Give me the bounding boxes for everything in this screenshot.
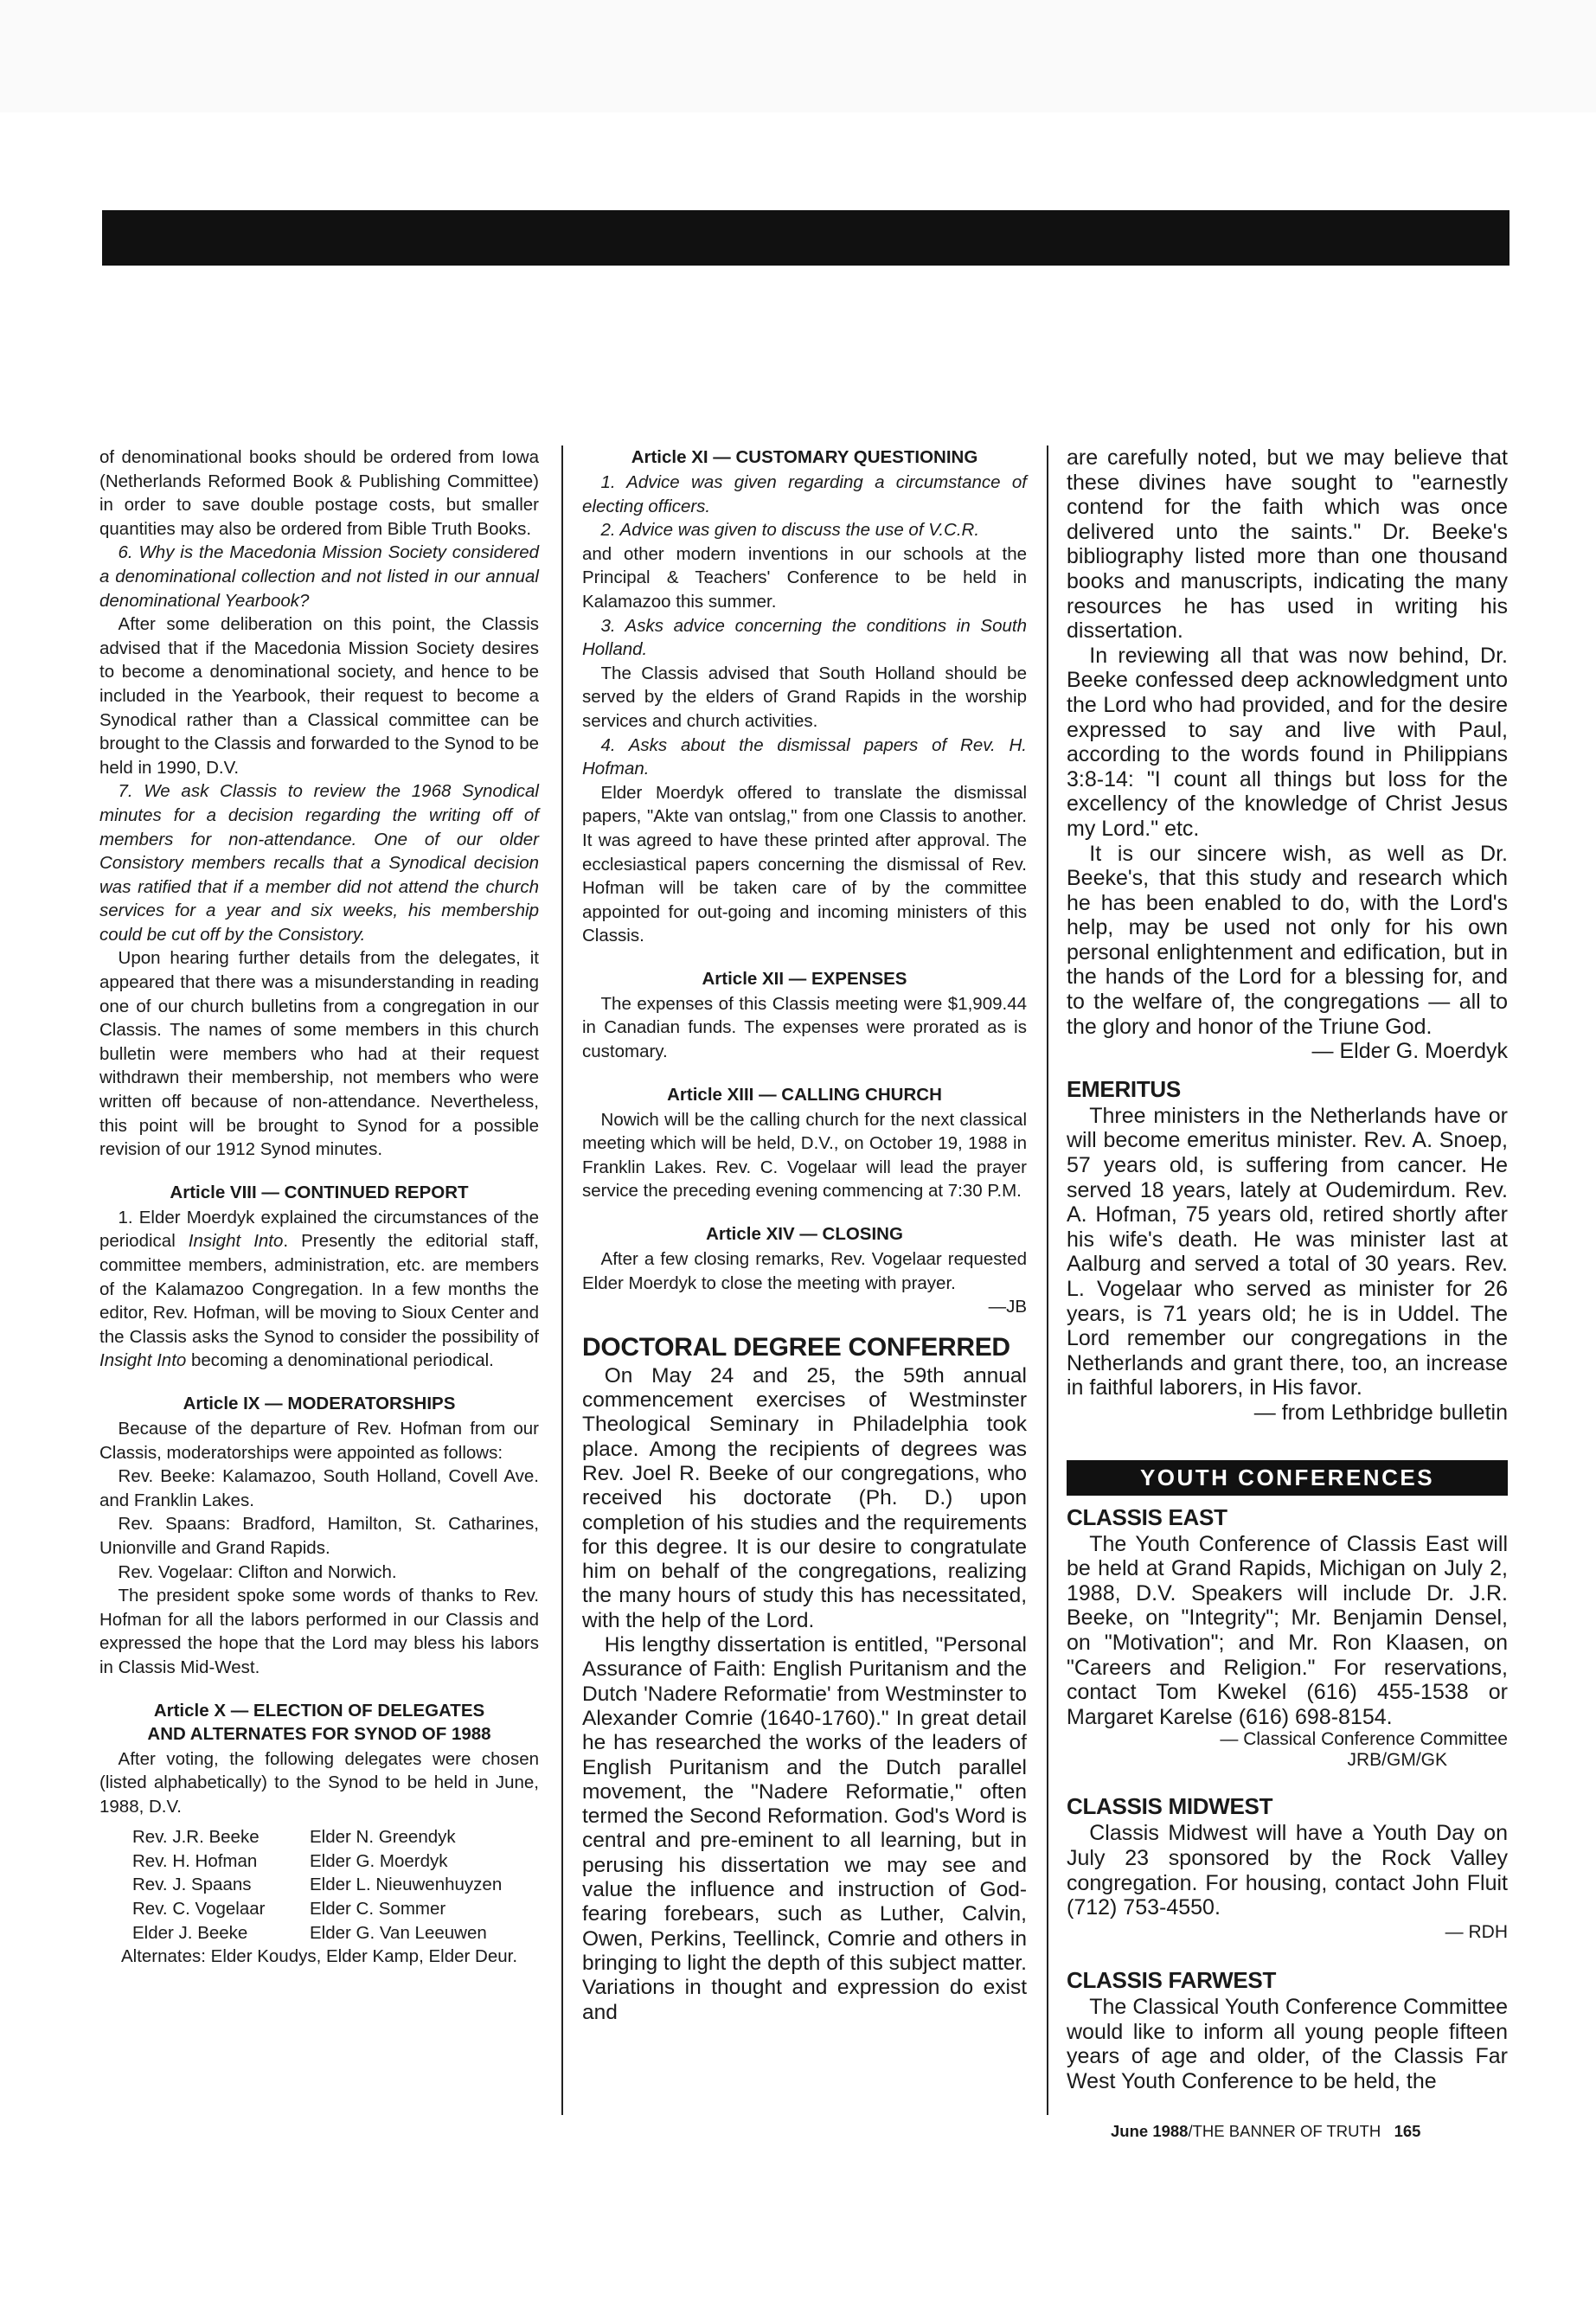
- table-row: Rev. J.R. Beeke Elder N. Greendyk: [132, 1827, 456, 1848]
- article-13-heading: Article XIII — CALLING CHURCH: [667, 1084, 942, 1105]
- question-3: 3. Asks advice concerning the conditions in South Holland.: [582, 615, 1027, 660]
- paragraph: Elder Moerdyk offered to translate the dismissal papers, "Akte van ontslag," from one Classis to another. It was agreed to have these printed after approval. The ecclesiastical papers concerning the dismissal of Rev. Hofman will be taken care of by the committee appointed for out-going and incoming ministers of this Classis.: [582, 782, 1027, 946]
- paragraph: After a few closing remarks, Rev. Vogelaar requested Elder Moerdyk to close the meeting with prayer.: [582, 1249, 1027, 1293]
- delegates-table: [99, 1825, 539, 1945]
- table-row: Rev. C. Vogelaar Elder C. Sommer: [132, 1899, 446, 1920]
- article-8-text: 1. Elder Moerdyk explained the circumstances of the periodical Insight Into. Presently the editorial staff, committee members, administration, etc. are members of the Kalamazoo Congregation. In a few months the editor, Rev. Hofman, will be moving to Sioux Center and the Classis asks the Synod to consider the possibility of Insight Into becoming a denominational periodical.: [99, 1207, 539, 1371]
- table-row: Rev. J. Spaans Elder L. Nieuwenhuyzen: [132, 1875, 503, 1895]
- signature: —JB: [988, 1297, 1027, 1317]
- classis-midwest-heading: CLASSIS MIDWEST: [1067, 1793, 1273, 1820]
- emeritus-heading: EMERITUS: [1067, 1075, 1181, 1102]
- paragraph: After some deliberation on this point, the Classis advised that if the Macedonia Mission Society desires to become a denominational society, and hence to be included in the Yearbook, their request to become a Synodical rather than a Classical committee can be brought to the Classis and forwarded to the Synod to be held in 1990, D.V.: [99, 614, 539, 778]
- paragraph: Nowich will be the calling church for the next classical meeting which will be held, D.V., on October 19, 1988 in Franklin Lakes. Rev. C. Vogelaar will lead the prayer service the preceding evening commencing at 7:30 P.M.: [582, 1109, 1027, 1202]
- question-7: 7. We ask Classis to review the 1968 Synodical minutes for a decision regarding the writing off of members for non-attendance. One of our older Consistory members recalls that a Synodical decision was ratified that if a member did not attend the church services for a year and six weeks, his membership could be cut off by the Consistory.: [99, 781, 539, 945]
- page-header-bar: [102, 210, 1509, 266]
- article-12-heading: Article XII — EXPENSES: [702, 968, 907, 989]
- paragraph: After voting, the following delegates were chosen (listed alphabetically) to the Synod to be held in June, 1988, D.V.: [99, 1748, 539, 1817]
- alternates: Alternates: Elder Koudys, Elder Kamp, Elder Deur.: [120, 1946, 518, 1967]
- paragraph: The Youth Conference of Classis East will be held at Grand Rapids, Michigan on July 2, 1988, D.V. Speakers will include Dr. J.R. Beeke, on "Integrity"; Mr. Benjamin Densel, on "Motivation"; and Mr. Ron Klaasen, on "Careers and Religion." For reservations, contact Tom Kwekel (616) 455-1538 or Margaret Karelse (616) 698-8154.: [1067, 1531, 1508, 1729]
- moderatorship-vogelaar: Rev. Vogelaar: Clifton and Norwich.: [118, 1561, 397, 1582]
- article-8-heading: Article VIII — CONTINUED REPORT: [170, 1182, 469, 1202]
- paragraph: Because of the departure of Rev. Hofman from our Classis, moderatorships were appointed as follows:: [99, 1418, 539, 1463]
- paragraph: are carefully noted, but we may believe that these divines have sought to "earnestly contend for the faith which was once delivered unto the saints." Dr. Beeke's bibliography listed more than one thousand books and manuscripts, indicating the many resources he has used in writing his dissertation.: [1067, 445, 1508, 644]
- paragraph: His lengthy dissertation is entitled, "Personal Assurance of Faith: English Puritanism and the Dutch 'Nadere Reformatie' from Westminster to Alexander Comrie (1640-1760)." In great detail he has researched the works of the leaders of English Puritanism and the Dutch parallel movement, the "Nadere Reformatie," often termed the Second Reformation. God's Word is central and pre-eminent to all learning, but in perusing his dissertation we may see and value the influence and instruction of God-fearing forebears, such as Luther, Calvin, Owen, Perkins, Teellinck, Comrie and others in bringing to light the depth of this subject matter. Variations in thought and expression do exist and: [582, 1633, 1027, 2024]
- question-2: 2. Advice was given to discuss the use of V.C.R.: [600, 520, 980, 541]
- column-2: [582, 445, 1027, 2025]
- question-1: 1. Advice was given regarding a circumstance of electing officers.: [582, 472, 1027, 516]
- paragraph: of denominational books should be ordered from Iowa (Netherlands Reformed Book & Publishing Committee) in order to save double postage costs, but smaller quantities may also be ordered from Bible Truth Books.: [99, 447, 539, 539]
- paragraph: Three ministers in the Netherlands have or will become emeritus minister. Rev. A. Snoep, 57 years old, is suffering from cancer. He served 18 years, lately at Oudemirdum. Rev. A. Hofman, 75 years old, retired shortly after his wife's death. He was minister last at Aalburg and served a total of 30 years. Rev. L. Vogelaar who served as minister for 26 years, is 71 years old; he is in Uddel. The Lord remember our congregations in the Netherlands and grant there, too, an increase in faithful laborers, in His favor.: [1067, 1103, 1508, 1400]
- paragraph: Classis Midwest will have a Youth Day on July 23 sponsored by the Rock Valley congregation. For housing, contact John Fluit (712) 753-4550.: [1067, 1821, 1508, 1920]
- paragraph: In reviewing all that was now behind, Dr. Beeke confessed deep acknowledgment unto the Lord who had provided, and for the desire expressed to say and live with Paul, according to the words found in Philippians 3:8-14: "I count all things but loss for the excellency of the knowledge of Christ Jesus my Lord." etc.: [1067, 643, 1508, 841]
- signature: — RDH: [1445, 1921, 1508, 1942]
- article-9-heading: Article IX — MODERATORSHIPS: [183, 1393, 456, 1413]
- paragraph: On May 24 and 25, the 59th annual commencement exercises of Westminster Theological Seminary in Philadelphia took place. Among the recipients of degrees was Rev. Joel R. Beeke of our congregations, who received his doctorate (Ph. D.) upon completion of his studies and the requirements for this degree. It is our desire to congratulate him on behalf of the congregations, realizing the many hours of study this has necessitated, with the help of the Lord.: [582, 1363, 1027, 1632]
- article-14-heading: Article XIV — CLOSING: [706, 1224, 903, 1245]
- periodical-title: Insight Into: [99, 1350, 187, 1371]
- doctoral-heading: DOCTORAL DEGREE CONFERRED: [582, 1332, 1010, 1362]
- paragraph: Upon hearing further details from the delegates, it appeared that there was a misunderstanding in reading one of our church bulletins from a congregation in our Classis. The names of some members in this church bulletin were members who had at their request withdrawn their membership, not members who were written off because of non-attendance. Nevertheless, this point will be brought to Synod for a possible revision of our 1912 Synod minutes.: [99, 948, 539, 1160]
- signature: — from Lethbridge bulletin: [1253, 1400, 1508, 1425]
- question-6: 6. Why is the Macedonia Mission Society considered a denominational collection and not listed in our annual denominational Yearbook?: [99, 542, 539, 611]
- moderatorship-beeke: Rev. Beeke: Kalamazoo, South Holland, Covell Ave. and Franklin Lakes.: [99, 1466, 539, 1510]
- paragraph: The expenses of this Classis meeting were $1,909.44 in Canadian funds. The expenses were prorated as is customary.: [582, 993, 1027, 1062]
- column-3: [1067, 445, 1508, 2094]
- question-4: 4. Asks about the dismissal papers of Rev. H. Hofman.: [582, 734, 1027, 779]
- moderatorship-spaans: Rev. Spaans: Bradford, Hamilton, St. Catharines, Unionville and Grand Rapids.: [99, 1514, 539, 1558]
- column-1: [99, 445, 539, 1969]
- classis-farwest-heading: CLASSIS FARWEST: [1067, 1967, 1277, 1994]
- paragraph: The Classical Youth Conference Committee would like to inform all young people fifteen years of age and older, of the Classis Far West Youth Conference to be held, the: [1067, 1995, 1508, 2094]
- column-rule: [1047, 445, 1048, 2115]
- youth-conferences-banner: YOUTH CONFERENCES: [1067, 1460, 1508, 1496]
- table-row: Rev. H. Hofman Elder G. Moerdyk: [132, 1850, 448, 1871]
- paragraph: It is our sincere wish, as well as Dr. Beeke's, that this study and research which he has been enabled to do, with the Lord's help, may be used not only for his own personal enlightenment and edification, but in the hands of the Lord for a blessing for, and to the welfare of, the congregations — all to the glory and honor of the Triune God.: [1067, 841, 1508, 1039]
- article-11-heading: Article XI — CUSTOMARY QUESTIONING: [631, 447, 978, 467]
- page-number: 165: [1394, 2122, 1421, 2140]
- signature-initials: JRB/GM/GK: [1347, 1750, 1447, 1771]
- page-footer: June 1988/THE BANNER OF TRUTH 165: [1111, 2122, 1421, 2140]
- signature: — Classical Conference Committee: [1220, 1729, 1508, 1750]
- periodical-title: Insight Into: [188, 1231, 284, 1252]
- column-rule: [561, 445, 563, 2115]
- paragraph: The president spoke some words of thanks to Rev. Hofman for all the labors performed in our Classis and expressed the hope that the Lord may bless his labors in Classis Mid-West.: [99, 1586, 539, 1677]
- publication-name: THE BANNER OF TRUTH: [1192, 2122, 1381, 2140]
- issue-date: June 1988: [1111, 2122, 1189, 2140]
- signature: — Elder G. Moerdyk: [1311, 1039, 1508, 1064]
- scan-margin: [0, 0, 1596, 112]
- paragraph: and other modern inventions in our schools at the Principal & Teachers' Conference to be held in Kalamazoo this summer.: [582, 543, 1027, 612]
- article-10-heading: Article X — ELECTION OF DELEGATES AND ALTERNATES FOR SYNOD OF 1988: [147, 1700, 491, 1744]
- classis-east-heading: CLASSIS EAST: [1067, 1503, 1227, 1530]
- table-row: Elder J. Beeke Elder G. Van Leeuwen: [132, 1922, 487, 1943]
- paragraph: The Classis advised that South Holland should be served by the elders of Grand Rapids in the worship services and church activities.: [582, 663, 1027, 731]
